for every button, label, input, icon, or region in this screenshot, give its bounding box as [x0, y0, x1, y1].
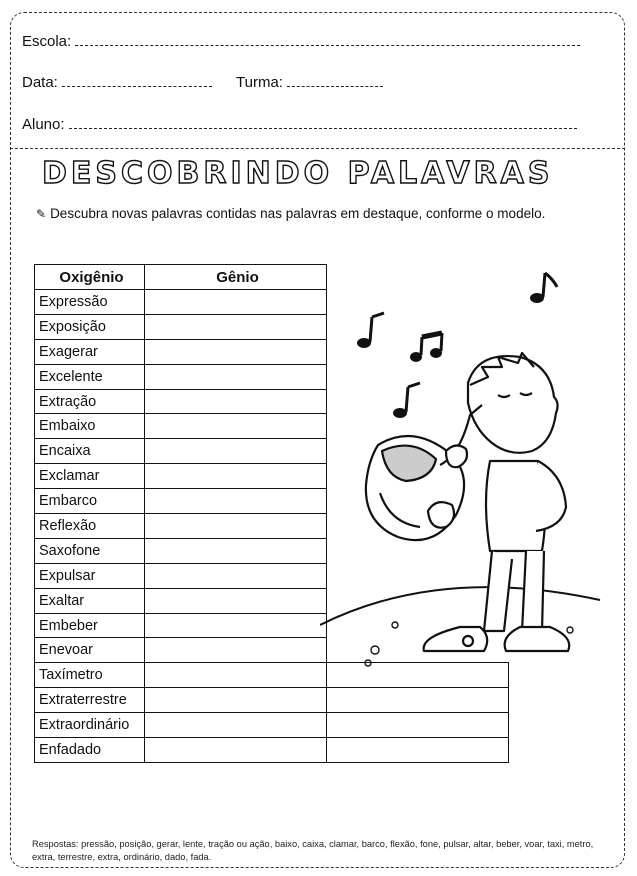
answer-cell[interactable] — [145, 464, 327, 489]
table-row — [35, 688, 509, 713]
word-cell: Exposição — [35, 314, 145, 339]
word-cell: Exclamar — [35, 464, 145, 489]
date-field[interactable] — [22, 74, 212, 91]
answers-footnote: Respostas: pressão, posição, gerar, lente, tração ou ação, baixo, caixa, clamar, barco, flexão, fone, pulsar, altar, beber, voar, taxi, metro, extra, terrestre, extra, ordinário, dado, fada. — [32, 839, 594, 862]
answer-cell[interactable] — [145, 538, 327, 563]
word-cell: Enfadado — [35, 738, 145, 763]
answer-cell[interactable] — [145, 439, 327, 464]
school-field[interactable] — [22, 33, 580, 50]
answer-cell[interactable] — [145, 588, 327, 613]
header-answer: Gênio — [145, 265, 327, 290]
school-input-line[interactable] — [75, 33, 580, 46]
extra-answer-cell[interactable] — [327, 688, 509, 713]
table-row — [35, 738, 509, 763]
class-input-line[interactable] — [287, 74, 383, 87]
word-cell: Expressão — [35, 290, 145, 315]
word-cell: Reflexão — [35, 514, 145, 539]
date-input-line[interactable] — [62, 74, 212, 87]
word-cell: Exagerar — [35, 339, 145, 364]
answer-cell[interactable] — [145, 688, 327, 713]
word-cell: Extraordinário — [35, 713, 145, 738]
extra-answer-cell[interactable] — [327, 713, 509, 738]
table-row — [35, 713, 509, 738]
word-cell: Expulsar — [35, 563, 145, 588]
answer-cell[interactable] — [145, 738, 327, 763]
answer-cell[interactable] — [145, 314, 327, 339]
answer-cell[interactable] — [145, 514, 327, 539]
class-label: Turma: — [236, 74, 283, 91]
answer-cell[interactable] — [145, 414, 327, 439]
word-cell: Saxofone — [35, 538, 145, 563]
extra-answer-cell[interactable] — [327, 738, 509, 763]
word-cell: Enevoar — [35, 638, 145, 663]
word-cell: Excelente — [35, 364, 145, 389]
student-label: Aluno: — [22, 116, 65, 133]
word-cell: Extraterrestre — [35, 688, 145, 713]
instruction — [36, 205, 596, 223]
word-cell: Extração — [35, 389, 145, 414]
answer-cell[interactable] — [145, 563, 327, 588]
answer-cell[interactable] — [145, 364, 327, 389]
date-label: Data: — [22, 74, 58, 91]
header-separator — [10, 148, 625, 149]
class-field[interactable] — [236, 74, 383, 91]
school-label: Escola: — [22, 33, 72, 50]
instruction-text: Descubra novas palavras contidas nas palavras em destaque, conforme o modelo. — [50, 206, 546, 221]
word-cell: Taxímetro — [35, 663, 145, 688]
answer-cell[interactable] — [145, 339, 327, 364]
page-title: DESCOBRINDO PALAVRAS — [42, 156, 554, 191]
student-input-line[interactable] — [69, 116, 577, 129]
answer-cell[interactable] — [145, 663, 327, 688]
student-field[interactable] — [22, 116, 577, 133]
header-word: Oxigênio — [35, 265, 145, 290]
word-cell: Encaixa — [35, 439, 145, 464]
word-cell: Embaixo — [35, 414, 145, 439]
answer-cell[interactable] — [145, 389, 327, 414]
saxophone-boy-illustration — [320, 265, 610, 675]
word-cell: Embeber — [35, 613, 145, 638]
pencil-icon: ✎ — [36, 207, 47, 221]
answer-cell[interactable] — [145, 638, 327, 663]
answer-cell[interactable] — [145, 489, 327, 514]
word-cell: Embarco — [35, 489, 145, 514]
word-cell: Exaltar — [35, 588, 145, 613]
answer-cell[interactable] — [145, 290, 327, 315]
answer-cell[interactable] — [145, 613, 327, 638]
answer-cell[interactable] — [145, 713, 327, 738]
